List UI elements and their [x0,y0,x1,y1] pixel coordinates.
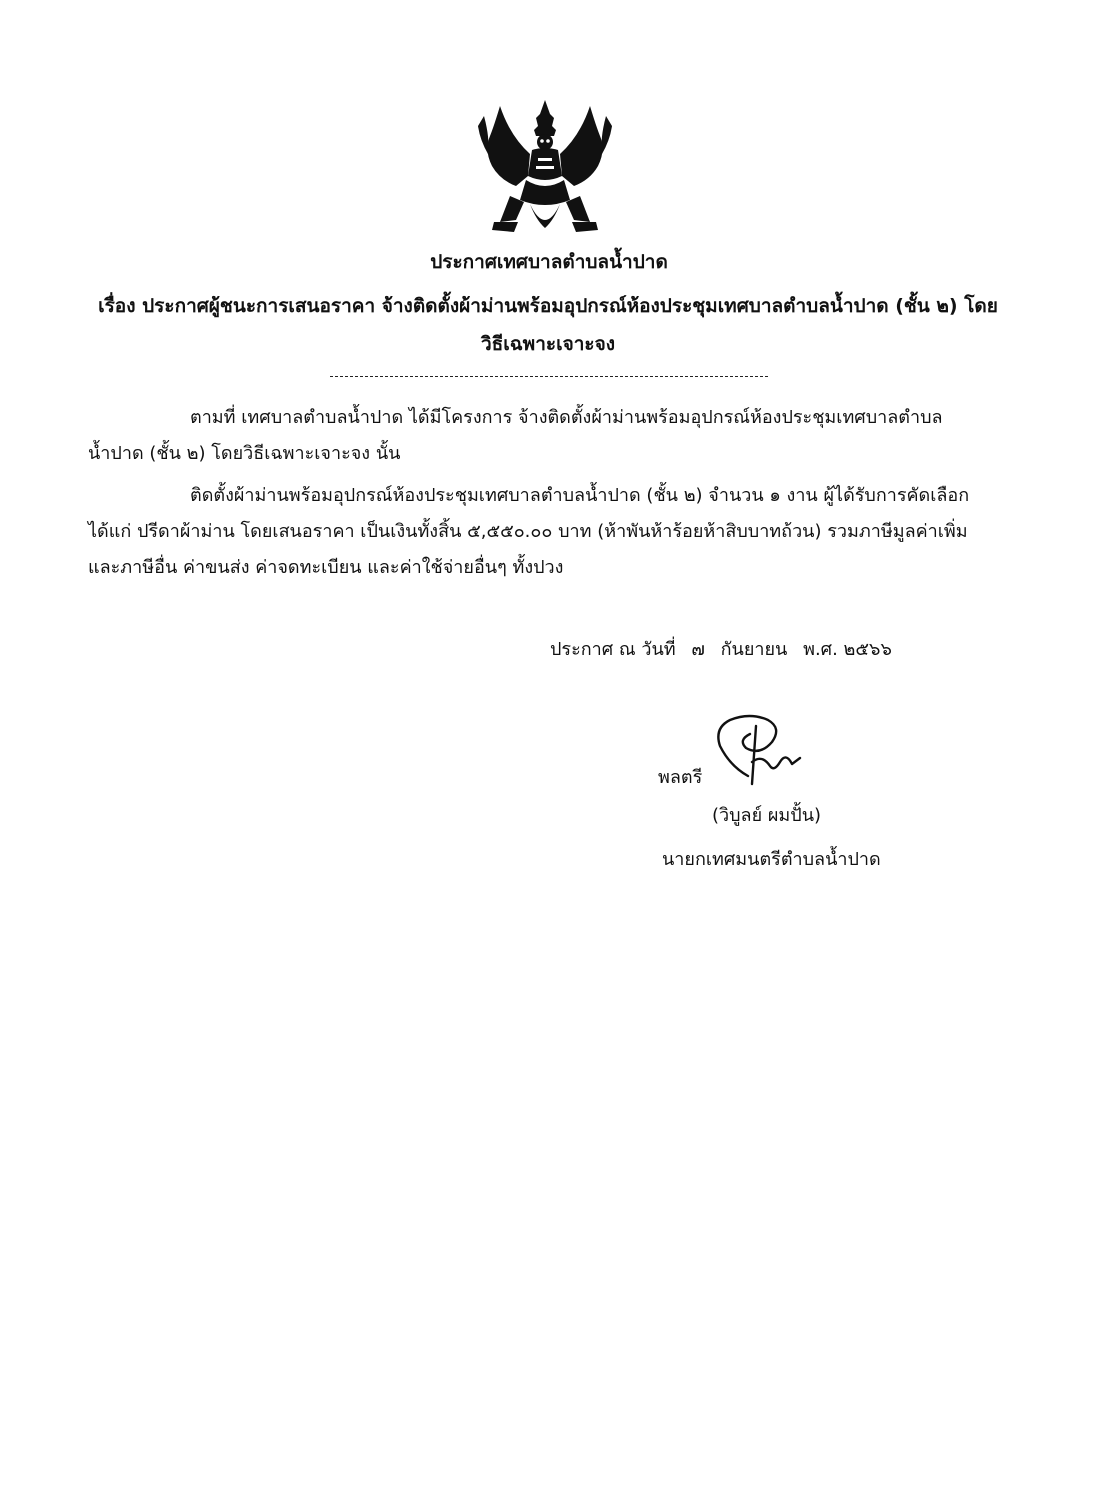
signatory-position: นายกเทศมนตรีตำบลน้ำปาด [662,849,881,870]
document-title: ประกาศเทศบาลตำบลน้ำปาด [430,251,668,273]
paragraph-winner [88,478,1008,586]
date-year: พ.ศ. ๒๕๖๖ [803,639,892,660]
paragraph-line: และภาษีอื่น ค่าขนส่ง ค่าจดทะเบียน และค่าใช้จ่ายอื่นๆ ทั้งปวง [88,557,564,578]
paragraph-line: ได้แก่ ปรีดาผ้าม่าน โดยเสนอราคา เป็นเงินทั้งสิ้น ๕,๕๕๐.๐๐ บาท (ห้าพันห้าร้อยห้าสิบบาทถ้วน) รวมภาษีมูลค่าเพิ่ม [88,521,968,542]
paragraph-line: ตามที่ เทศบาลตำบลน้ำปาด ได้มีโครงการ จ้างติดตั้งผ้าม่านพร้อมอุปกรณ์ห้องประชุมเทศบาลตำบล [190,407,943,428]
signatory-rank: พลตรี [658,767,703,788]
garuda-emblem-icon [470,96,620,246]
paragraph-intro [88,400,1008,472]
subject-line-1: เรื่อง ประกาศผู้ชนะการเสนอราคา จ้างติดตั้งผ้าม่านพร้อมอุปกรณ์ห้องประชุมเทศบาลตำบลน้ำปาด (ชั้น ๒) โดย [98,295,998,317]
date-month: กันยายน [720,639,788,660]
signature-icon [690,706,820,786]
subject-line-2: วิธีเฉพาะเจาะจง [480,333,615,355]
document-subject [88,287,1008,363]
signatory-name: (วิบูลย์ ผมปั้น) [712,805,822,826]
date-day: ๗ [691,639,705,660]
paragraph-line: ติดตั้งผ้าม่านพร้อมอุปกรณ์ห้องประชุมเทศบาลตำบลน้ำปาด (ชั้น ๒) จำนวน ๑ งาน ผู้ได้รับการคัดเลือก [190,485,970,506]
date-prefix: ประกาศ ณ วันที่ [550,639,676,660]
announcement-date [550,634,902,663]
dashed-divider [330,376,768,377]
paragraph-line: น้ำปาด (ชั้น ๒) โดยวิธีเฉพาะเจาะจง นั้น [88,443,401,464]
